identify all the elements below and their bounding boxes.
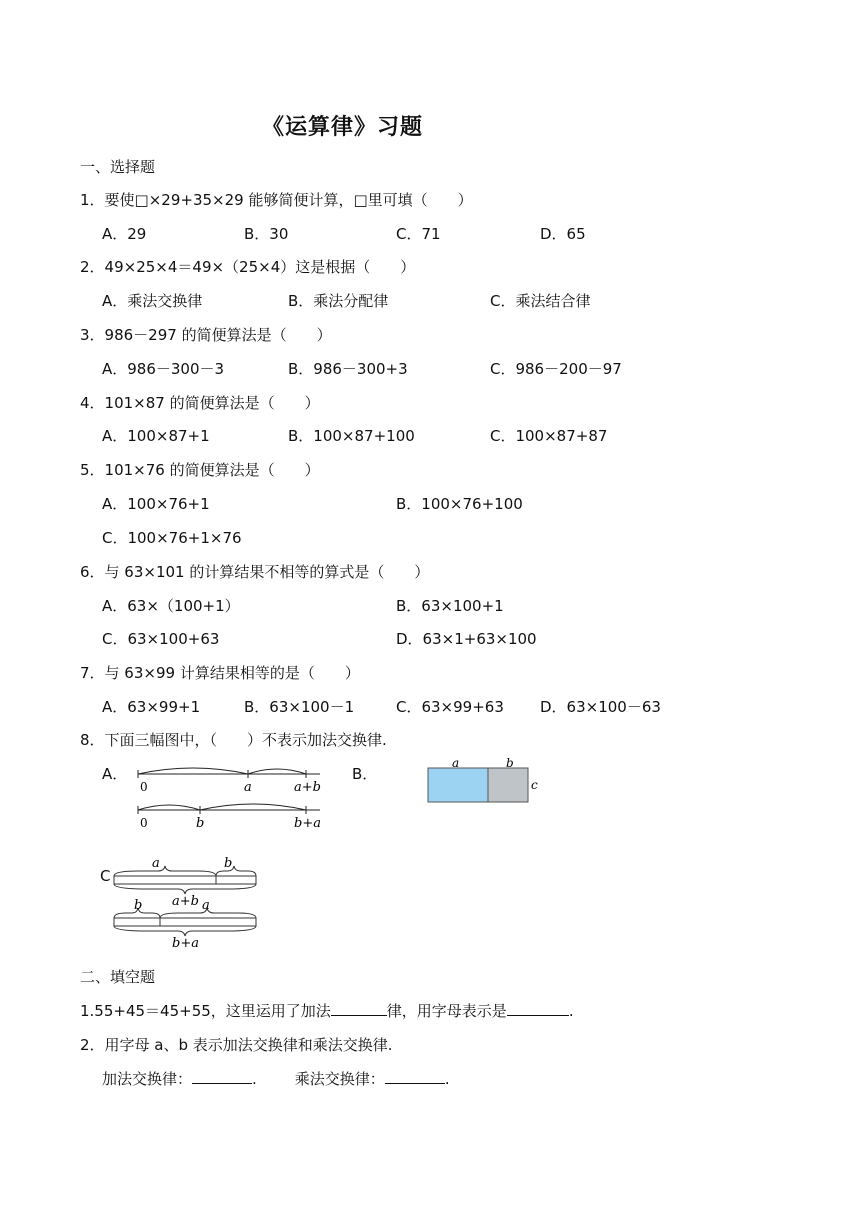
q1-option-d: D．65 [540,225,586,243]
question-2: 2．49×25×4＝49×（25×4）这是根据（ ） [80,258,416,276]
question-3: 3．986－297 的简便算法是（ ） [80,326,332,344]
fill-q1-blank-1[interactable] [331,1001,387,1016]
q7-option-a: A．63×99+1 [102,698,201,716]
fig-c-bar1-a-plus-b: a+b [172,894,199,909]
q6-option-a: A．63×（100+1） [102,597,240,615]
fig-b-label-b: b [506,756,514,770]
q4-option-a: A．100×87+1 [102,427,210,445]
q4-option-b: B．100×87+100 [288,427,415,445]
q8-option-b-label: B． [352,765,378,783]
fig-c-bar2-b: b [134,898,143,913]
q7-option-b: B．63×100－1 [244,698,355,716]
question-5: 5．101×76 的简便算法是（ ） [80,461,320,479]
fig-a-line1-a: a [244,780,252,795]
q8-option-c-label: C [100,867,111,885]
fig-c-bar1-b: b [224,856,233,871]
fig-b-label-a: a [452,756,460,770]
fill-q2-add-end: . [252,1070,257,1088]
fill-q2-mul-blank[interactable] [385,1069,445,1084]
q2-option-a: A．乘法交换律 [102,292,203,310]
q6-option-c: C．63×100+63 [102,630,220,648]
question-7: 7．与 63×99 计算结果相等的是（ ） [80,664,360,682]
q6-option-d: D．63×1+63×100 [396,630,537,648]
fig-c-bar2-a: a [202,898,210,913]
q5-option-b: B．100×76+100 [396,495,523,513]
fig-b-rect-b [488,768,528,802]
q2-option-b: B．乘法分配律 [288,292,389,310]
fill-question-2: 2．用字母 a、b 表示加法交换律和乘法交换律. [80,1036,393,1054]
q5-option-c: C．100×76+1×76 [102,529,242,547]
fig-c-bar1-a: a [152,856,160,871]
fill-q2-add-label: 加法交换律： [102,1070,193,1088]
q7-option-d: D．63×100－63 [540,698,661,716]
q8-option-a-label: A． [102,765,128,783]
figure-b-rectangles [420,756,550,812]
q3-option-c: C．986－200－97 [490,360,622,378]
fig-a-line1-zero: 0 [140,780,148,794]
section-heading-choice: 一、选择题 [80,158,156,176]
figure-a-number-lines [130,760,330,832]
q1-option-c: C．71 [396,225,441,243]
fill-q2-mul-end: . [444,1070,450,1088]
figure-c-segment-bars [108,856,264,948]
q2-option-c: C．乘法结合律 [490,292,591,310]
fig-a-line2-b: b [196,816,205,831]
fill-q2-add-blank[interactable] [192,1069,252,1084]
fig-b-rect-a [428,768,488,802]
q6-option-b: B．63×100+1 [396,597,504,615]
q1-option-a: A．29 [102,225,147,243]
section-heading-fill: 二、填空题 [80,968,156,986]
fig-c-bar2-b-plus-a: b+a [172,936,199,948]
question-6: 6．与 63×101 的计算结果不相等的算式是（ ） [80,563,430,581]
q3-option-a: A．986－300－3 [102,360,225,378]
fig-a-line2-b-plus-a: b+a [294,816,321,831]
fig-a-line2-zero: 0 [140,816,148,830]
fill-question-1 [80,1001,574,1021]
fill-q1-text-mid: 律，用字母表示是 [386,1002,507,1020]
fill-q1-text-pre: 1.55+45＝45+55，这里运用了加法 [80,1002,331,1020]
fill-q1-blank-2[interactable] [507,1001,569,1016]
fig-b-label-c: c [531,778,538,792]
page-title: 《运算律》习题 [262,115,424,140]
q3-option-b: B．986－300+3 [288,360,408,378]
question-8: 8．下面三幅图中，（ ）不表示加法交换律. [80,731,387,749]
fill-q1-text-end: . [568,1002,574,1020]
question-1: 1．要使□×29+35×29 能够简便计算，□里可填（ ） [80,191,473,209]
q7-option-c: C．63×99+63 [396,698,504,716]
q1-option-b: B．30 [244,225,289,243]
question-4: 4．101×87 的简便算法是（ ） [80,394,320,412]
fill-question-2-answers [102,1069,450,1089]
q4-option-c: C．100×87+87 [490,427,608,445]
fill-q2-mul-label: 乘法交换律： [294,1070,385,1088]
fig-a-line1-a-plus-b: a+b [294,780,321,795]
q5-option-a: A．100×76+1 [102,495,210,513]
